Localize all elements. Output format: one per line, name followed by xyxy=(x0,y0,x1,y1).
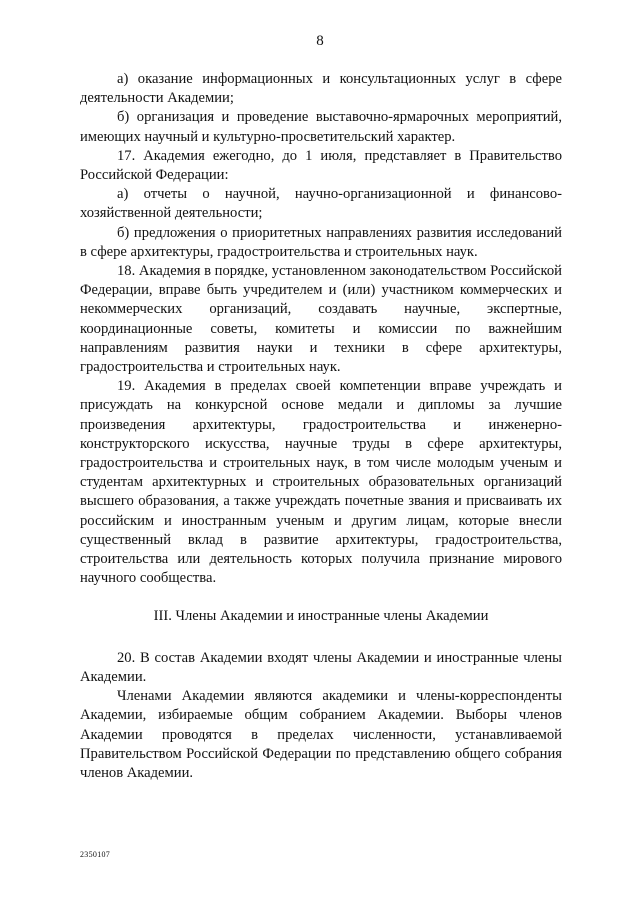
paragraph-17: 17. Академия ежегодно, до 1 июля, представляет в Правительство Российской Федерации: xyxy=(80,147,562,184)
paragraph-18: 18. Академия в порядке, установленном законодательством Российской Федерации, вправе быть учредителем и (или) участником коммерческих и некоммерческих организаций, создавать научные, экспертные, координационные советы, комитеты и комиссии по важнейшим направлениям развития науки и техники в сфере архитектуры, градостроительства и строительных наук. xyxy=(80,263,562,376)
document-code: 2350107 xyxy=(80,850,111,859)
paragraph-members: Членами Академии являются академики и члены-корреспонденты Академии, избираемые общим собранием Академии. Выборы членов Академии проводятся в пределах численности, устанавливаемой Правительством Российской Федерации по представлению общего собрания членов Академии. xyxy=(80,688,562,781)
paragraph-16a: а) оказание информационных и консультационных услуг в сфере деятельности Академии; xyxy=(80,71,562,107)
paragraph-20: 20. В состав Академии входят члены Академии и иностранные члены Академии. xyxy=(80,649,562,685)
paragraph-19: 19. Академия в пределах своей компетенции вправе учреждать и присуждать на конкурсной основе медали и дипломы за лучшие произведения архитектуры, градостроительства и инженерно-конструкторского искусства, научные труды в сфере архитектуры, градостроительства и строительных наук, в том числе молодым ученым и студентам архитектурных и строительных образовательных организаций высшего образования, а также учреждать почетные звания и присваивать их российским и иностранным ученым и другим лицам, которые внесли существенный вклад в развитие архитектуры, градостроительства, строительства или деятельность которых получила признание мирового научного сообщества. xyxy=(80,378,562,587)
paragraph-16b: б) организация и проведение выставочно-ярмарочных мероприятий, имеющих научный и культурно-просветительский характер. xyxy=(80,109,562,145)
document-body xyxy=(80,70,562,783)
page-number: 8 xyxy=(316,33,324,49)
paragraph-17b: б) предложения о приоритетных направлениях развития исследований в сфере архитектуры, градостроительства и строительных наук. xyxy=(80,224,562,260)
paragraph-17a: а) отчеты о научной, научно-организационной и финансово-хозяйственной деятельности; xyxy=(80,186,562,222)
section-heading: III. Члены Академии и иностранные члены Академии xyxy=(153,608,489,625)
